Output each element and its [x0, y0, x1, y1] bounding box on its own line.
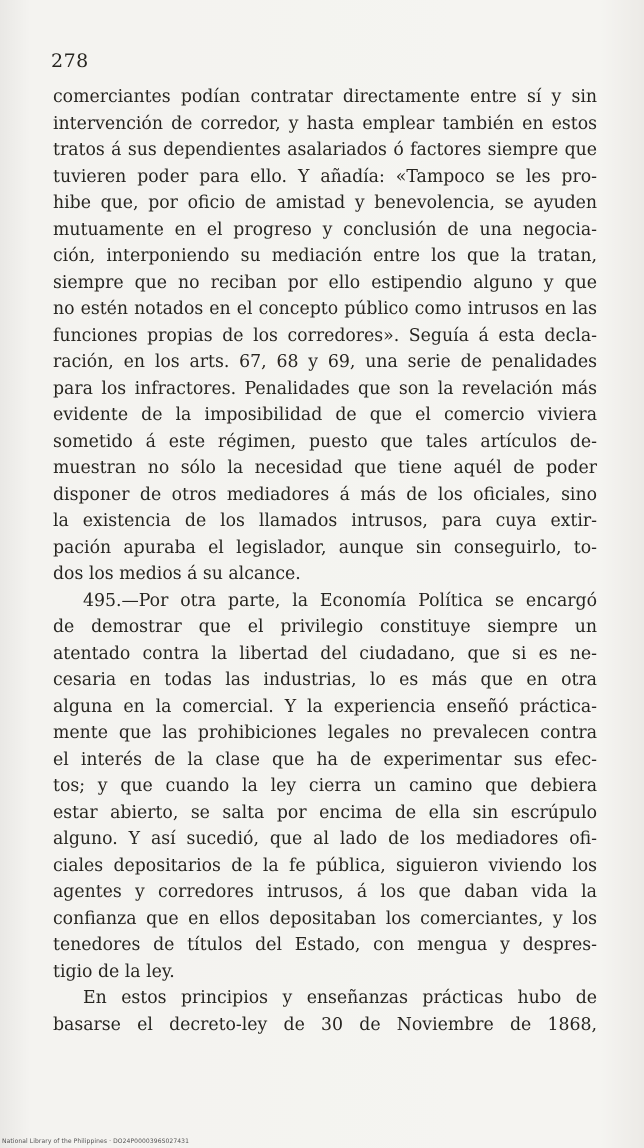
- text-line: basarse el decreto-ley de 30 de Noviembre de 1868,: [53, 1014, 597, 1035]
- text-line: mutuamente en el progreso y conclusión de una negocia-: [53, 219, 597, 240]
- text-line: intervención de corredor, y hasta emplear también en estos: [53, 113, 597, 134]
- text-line: de demostrar que el privilegio constituye siempre un: [53, 617, 597, 637]
- text-line: confianza que en ellos depositaban los comerciantes, y los: [53, 908, 597, 929]
- text-line: evidente de la imposibilidad de que el comercio viviera: [53, 405, 597, 425]
- text-line: tratos á sus dependientes asalariados ó factores siempre que: [53, 140, 597, 160]
- text-line: pación apuraba el legislador, aunque sin conseguirlo, to-: [53, 537, 597, 558]
- text-line: tigio de la ley.: [53, 961, 175, 982]
- text-line: la existencia de los llamados intrusos, para cuya extir-: [53, 511, 597, 531]
- text-line: ración, en los arts. 67, 68 y 69, una serie de penalidades: [53, 352, 597, 372]
- text-line: ciales depositarios de la fe pública, siguieron viviendo los: [53, 855, 597, 876]
- scan-credit: National Library of the Philippines · DO24P0000396S027431: [2, 1138, 190, 1145]
- text-line: alguna en la comercial. Y la experiencia enseñó práctica-: [53, 696, 597, 717]
- text-line: 495.—Por otra parte, la Economía Política se encargó: [83, 590, 597, 611]
- text-line: hibe que, por oficio de amistad y benevolencia, se ayuden: [53, 193, 597, 213]
- text-line: alguno. Y así sucedió, que al lado de los mediadores ofi-: [53, 829, 597, 849]
- text-line: muestran no sólo la necesidad que tiene aquél de poder: [53, 458, 597, 478]
- page-number: 278: [51, 50, 89, 72]
- text-line: En estos principios y enseñanzas prácticas hubo de: [83, 988, 597, 1008]
- text-line: tos; y que cuando la ley cierra un camino que debiera: [53, 776, 597, 796]
- text-line: dos los medios á su alcance.: [53, 564, 301, 584]
- text-line: disponer de otros mediadores á más de los oficiales, sino: [53, 484, 597, 505]
- text-line: el interés de la clase que ha de experimentar sus efec-: [53, 749, 597, 770]
- text-line: ción, interponiendo su mediación entre los que la tratan,: [53, 246, 597, 266]
- body-text: [53, 84, 597, 1038]
- text-line: no estén notados en el concepto público como intrusos en las: [53, 299, 597, 319]
- text-line: agentes y corredores intrusos, á los que daban vida la: [53, 882, 597, 902]
- text-line: tenedores de títulos del Estado, con mengua y despres-: [53, 935, 597, 955]
- text-line: cesaria en todas las industrias, lo es más que en otra: [53, 670, 597, 690]
- text-line: funciones propias de los corredores». Seguía á esta decla-: [53, 325, 597, 346]
- text-line: comerciantes podían contratar directamente entre sí y sin: [53, 87, 597, 107]
- text-line: sometido á este régimen, puesto que tales artículos de-: [53, 431, 597, 452]
- text-line: mente que las prohibiciones legales no prevalecen contra: [53, 723, 597, 743]
- text-line: estar abierto, se salta por encima de ella sin escrúpulo: [53, 802, 597, 823]
- text-line: siempre que no reciban por ello estipendio alguno y que: [53, 272, 597, 293]
- text-line: para los infractores. Penalidades que son la revelación más: [53, 378, 597, 399]
- text-line: tuvieren poder para ello. Y añadía: «Tampoco se les pro-: [53, 166, 597, 187]
- text-line: atentado contra la libertad del ciudadano, que si es ne-: [53, 643, 597, 664]
